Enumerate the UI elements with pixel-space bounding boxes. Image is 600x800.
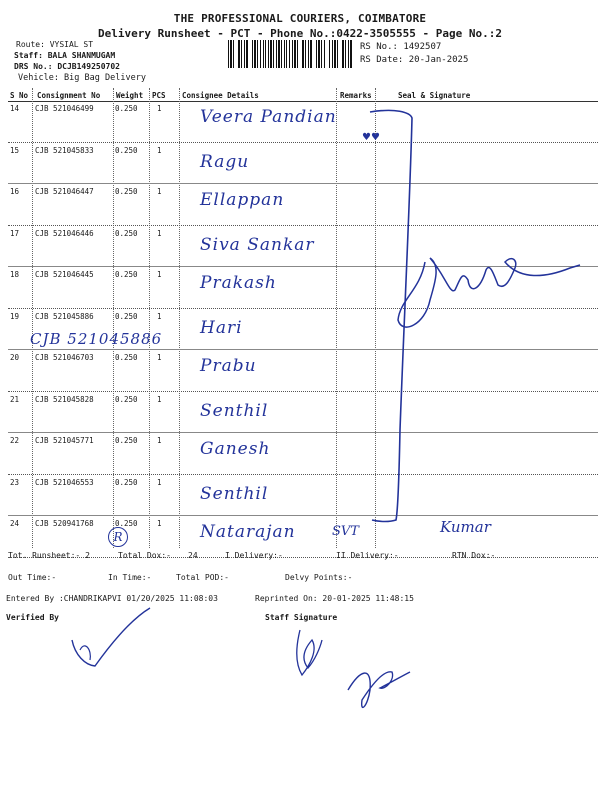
row-pcs: 1 bbox=[157, 270, 162, 279]
row-pcs: 1 bbox=[157, 311, 162, 321]
row-pcs: 1 bbox=[157, 436, 162, 445]
row-consignee-handwritten: Prabu bbox=[200, 356, 257, 376]
row-pcs: 1 bbox=[157, 187, 162, 196]
i-delivery: I Delivery:- bbox=[225, 551, 283, 560]
row-weight: 0.250 bbox=[115, 394, 138, 404]
row-consignment: CJB 521046703 bbox=[35, 353, 94, 362]
row-sno: 23 bbox=[10, 477, 20, 487]
rs-number: RS No.: 1492507 bbox=[360, 42, 442, 52]
row-pcs: 1 bbox=[157, 104, 162, 113]
row-consignment: CJB 521046445 bbox=[35, 270, 94, 279]
row-weight: 0.250 bbox=[115, 477, 138, 487]
row-sno: 20 bbox=[10, 353, 20, 362]
total-dox-label: Total Dox:- bbox=[118, 551, 171, 560]
row-consignee-handwritten: Prakash bbox=[200, 273, 277, 293]
row-weight: 0.250 bbox=[115, 145, 138, 155]
row-consignment: CJB 521045828 bbox=[35, 394, 94, 404]
row-sno: 14 bbox=[10, 104, 20, 113]
vehicle-label: Vehicle: Big Bag Delivery bbox=[18, 73, 146, 83]
row-consignment: CJB 521045771 bbox=[35, 436, 94, 445]
row-consignment: CJB 521046553 bbox=[35, 477, 94, 487]
circled-mark: R bbox=[108, 527, 128, 547]
row-consignee-handwritten: Senthil bbox=[200, 400, 269, 421]
row-pcs: 1 bbox=[157, 353, 162, 362]
total-dox-count: 24 bbox=[188, 551, 198, 560]
reprinted-on: Reprinted On: 20-01-2025 11:48:15 bbox=[255, 594, 414, 603]
row-consignee-handwritten: Ellappan bbox=[200, 190, 285, 210]
remark-svt: SVT bbox=[332, 524, 359, 539]
row-consignee-handwritten: Natarajan bbox=[200, 522, 296, 542]
row-consignment: CJB 521046447 bbox=[35, 187, 94, 196]
rs-date: RS Date: 20-Jan-2025 bbox=[360, 55, 469, 65]
row-sno: 24 bbox=[10, 519, 20, 528]
row-consignee-handwritten: Ragu bbox=[200, 151, 250, 172]
route-label: Route: VYSIAL ST bbox=[16, 40, 94, 49]
col-remarks: Remarks bbox=[340, 91, 372, 100]
row-consignee-handwritten: Veera Pandian bbox=[200, 107, 337, 127]
drs-number: DRS No.: DCJB149250702 bbox=[14, 62, 120, 71]
row-sno: 15 bbox=[10, 145, 20, 155]
col-consignment: Consignment No bbox=[37, 91, 101, 100]
row-consignment: CJB 520941768 bbox=[35, 519, 94, 528]
row-sno: 17 bbox=[10, 228, 20, 238]
row-sno: 21 bbox=[10, 394, 20, 404]
row-consignment: CJB 521046499 bbox=[35, 104, 94, 113]
total-pod: Total POD:- bbox=[176, 573, 229, 582]
row-pcs: 1 bbox=[157, 145, 162, 155]
row-sno: 22 bbox=[10, 436, 20, 445]
row-consignee-handwritten: Senthil bbox=[200, 483, 269, 504]
row-consignment: CJB 521046446 bbox=[35, 228, 94, 238]
col-seal-signature: Seal & Signature bbox=[398, 91, 471, 100]
col-sno: S No bbox=[10, 91, 29, 100]
runsheet-subtitle: Delivery Runsheet - PCT - Phone No.:0422-3505555 - Page No.:2 bbox=[98, 27, 502, 40]
row-weight: 0.250 bbox=[115, 436, 138, 445]
row-pcs: 1 bbox=[157, 394, 162, 404]
row-pcs: 1 bbox=[157, 477, 162, 487]
row-weight: 0.250 bbox=[115, 104, 138, 113]
col-consignee: Consignee Details bbox=[182, 91, 259, 100]
rtn-dox: RTN Dox:- bbox=[452, 551, 496, 560]
row-sno: 18 bbox=[10, 270, 20, 279]
row-weight: 0.250 bbox=[115, 311, 138, 321]
handwritten-consignment: CJB 521045886 bbox=[30, 330, 163, 348]
row-consignment: CJB 521045886 bbox=[35, 311, 94, 321]
delivery-points: Delvy Points:- bbox=[285, 573, 353, 582]
entered-by: Entered By :CHANDRIKAPVI 01/20/2025 11:08:03 bbox=[6, 594, 218, 603]
row-pcs: 1 bbox=[157, 519, 162, 528]
heart-mark-icon: ♥♥ bbox=[362, 132, 380, 143]
ii-delivery: II Delivery:- bbox=[336, 551, 399, 560]
out-time: Out Time:- bbox=[8, 573, 57, 582]
col-pcs: PCS bbox=[152, 91, 166, 100]
row-sno: 19 bbox=[10, 311, 20, 321]
verified-by-label: Verified By bbox=[6, 613, 59, 622]
row-consignment: CJB 521045833 bbox=[35, 145, 94, 155]
row-consignee-handwritten: Ganesh bbox=[200, 439, 271, 459]
col-weight: Weight bbox=[116, 91, 144, 100]
row-pcs: 1 bbox=[157, 228, 162, 238]
row-weight: 0.250 bbox=[115, 353, 138, 362]
row-weight: 0.250 bbox=[115, 228, 138, 238]
row-consignee-handwritten: Hari bbox=[200, 317, 243, 338]
row-weight: 0.250 bbox=[115, 187, 138, 196]
staff-signature-label: Staff Signature bbox=[265, 613, 338, 622]
company-title: THE PROFESSIONAL COURIERS, COIMBATORE bbox=[173, 12, 427, 25]
in-time: In Time:- bbox=[108, 573, 152, 582]
row-sno: 16 bbox=[10, 187, 20, 196]
row-weight: 0.250 bbox=[115, 270, 138, 279]
row-weight: 0.250 bbox=[115, 519, 138, 528]
row-consignee-handwritten: Siva Sankar bbox=[200, 234, 315, 255]
row24-signature: Kumar bbox=[440, 518, 491, 536]
total-runsheet: Tot. Runsheet:- 2 bbox=[8, 551, 90, 560]
staff-label: Staff: BALA SHANMUGAM bbox=[14, 51, 116, 60]
